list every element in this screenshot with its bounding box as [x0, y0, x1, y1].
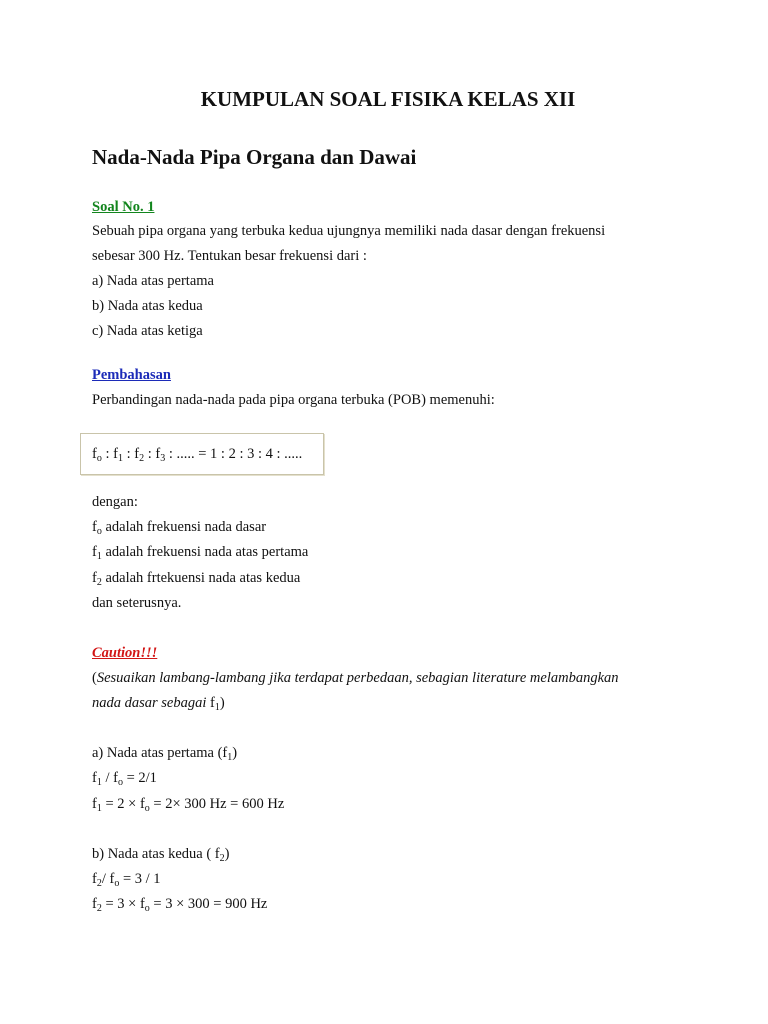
definitions-label: dengan:	[92, 494, 138, 510]
part-b-eq2-subscript-b: o	[144, 903, 150, 914]
question-option-b: b) Nada atas kedua	[92, 298, 203, 314]
ratio-formula	[92, 445, 302, 463]
caution-line1-text: Sesuaikan lambang-lambang jika terdapat perbedaan, sebagian literature melambangkan	[96, 670, 619, 686]
discussion-heading: Pembahasan	[92, 367, 171, 383]
caution-line2-text: nada dasar sebagai	[92, 695, 211, 711]
part-a-eq1-f-symbol: f	[92, 770, 97, 786]
definition-f2-subscript: 2	[96, 577, 102, 588]
part-a-equation2	[92, 795, 284, 813]
definition-f0-text: adalah frekuensi nada dasar	[101, 519, 267, 535]
question-heading: Soal No. 1	[92, 199, 155, 215]
document-title: KUMPULAN SOAL FISIKA KELAS XII	[200, 87, 576, 111]
part-a-eq1-subscript-b: o	[117, 777, 123, 788]
definition-f2-symbol: f	[92, 570, 97, 586]
caution-line1	[92, 669, 619, 687]
part-a-eq2-f-symbol: f	[92, 796, 97, 812]
formula-f3-symbol: f	[155, 446, 161, 462]
definition-f1	[92, 543, 308, 561]
part-b-equation1	[92, 870, 161, 888]
part-a-eq2-middle: = 2 × f	[101, 796, 145, 812]
definition-f1-text: adalah frekuensi nada atas pertama	[101, 544, 309, 560]
part-a-equation1	[92, 769, 157, 787]
caution-open-paren: (	[92, 670, 97, 686]
formula-f2-subscript: 2	[139, 453, 145, 464]
part-b-eq1-result: = 3 / 1	[119, 871, 161, 887]
part-a-label-subscript: 1	[227, 752, 233, 763]
definition-f0	[92, 518, 266, 536]
formula-separator-1: :	[101, 446, 114, 462]
ratio-formula-box	[80, 433, 324, 475]
definition-f2-text: adalah frtekuensi nada atas kedua	[101, 570, 301, 586]
part-a-eq2-result: = 2× 300 Hz = 600 Hz	[149, 796, 285, 812]
part-b-label-close: )	[224, 846, 230, 862]
formula-f2-symbol: f	[134, 446, 140, 462]
discussion-intro: Perbandingan nada-nada pada pipa organa terbuka (POB) memenuhi:	[92, 392, 495, 408]
formula-separator-2: :	[122, 446, 135, 462]
definition-f0-symbol: f	[92, 519, 97, 535]
part-b-eq1-subscript-a: 2	[96, 878, 102, 889]
part-a-eq2-subscript-a: 1	[96, 803, 102, 814]
formula-ratio-values: : ..... = 1 : 2 : 3 : 4 : .....	[165, 446, 303, 462]
definition-f0-subscript: o	[96, 526, 102, 537]
part-b-eq1-middle: / f	[101, 871, 115, 887]
caution-line2	[92, 694, 225, 712]
part-a-label-close: )	[232, 745, 238, 761]
question-text-line2: sebesar 300 Hz. Tentukan besar frekuensi dari :	[92, 248, 367, 264]
question-option-a: a) Nada atas pertama	[92, 273, 214, 289]
formula-f1-subscript: 1	[117, 453, 123, 464]
caution-heading: Caution!!!	[92, 645, 158, 661]
part-a-eq1-middle: / f	[101, 770, 118, 786]
definition-f2	[92, 569, 300, 587]
formula-separator-3: :	[144, 446, 156, 462]
formula-f1-symbol: f	[113, 446, 118, 462]
caution-f-subscript: 1	[214, 702, 220, 713]
formula-f0-symbol: f	[92, 446, 97, 462]
definition-f1-symbol: f	[92, 544, 97, 560]
part-b-eq2-f-symbol: f	[92, 896, 97, 912]
question-option-c: c) Nada atas ketiga	[92, 323, 203, 339]
part-b-eq2-result: = 3 × 300 = 900 Hz	[149, 896, 268, 912]
part-a-label	[92, 744, 237, 762]
part-a-eq1-result: = 2/1	[122, 770, 157, 786]
part-b-equation2	[92, 895, 267, 913]
definition-f1-subscript: 1	[96, 551, 102, 562]
part-b-eq2-subscript-a: 2	[96, 903, 102, 914]
caution-close-paren: )	[219, 695, 225, 711]
part-b-eq1-f-symbol: f	[92, 871, 97, 887]
formula-f3-subscript: 3	[160, 453, 166, 464]
caution-f-symbol: f	[210, 695, 215, 711]
question-text-line1: Sebuah pipa organa yang terbuka kedua ujungnya memiliki nada dasar dengan frekuensi	[92, 223, 606, 239]
formula-f0-subscript: o	[96, 453, 102, 464]
part-a-eq1-subscript-a: 1	[96, 777, 102, 788]
document-subtitle: Nada-Nada Pipa Organa dan Dawai	[92, 145, 417, 169]
definitions-etc: dan seterusnya.	[92, 595, 182, 611]
part-b-label	[92, 845, 229, 863]
part-b-label-subscript: 2	[219, 853, 225, 864]
part-b-eq1-subscript-b: o	[114, 878, 120, 889]
part-b-eq2-middle: = 3 × f	[101, 896, 145, 912]
part-b-label-text: b) Nada atas kedua ( f	[92, 846, 220, 862]
part-a-label-text: a) Nada atas pertama (f	[92, 745, 228, 761]
part-a-eq2-subscript-b: o	[144, 803, 150, 814]
